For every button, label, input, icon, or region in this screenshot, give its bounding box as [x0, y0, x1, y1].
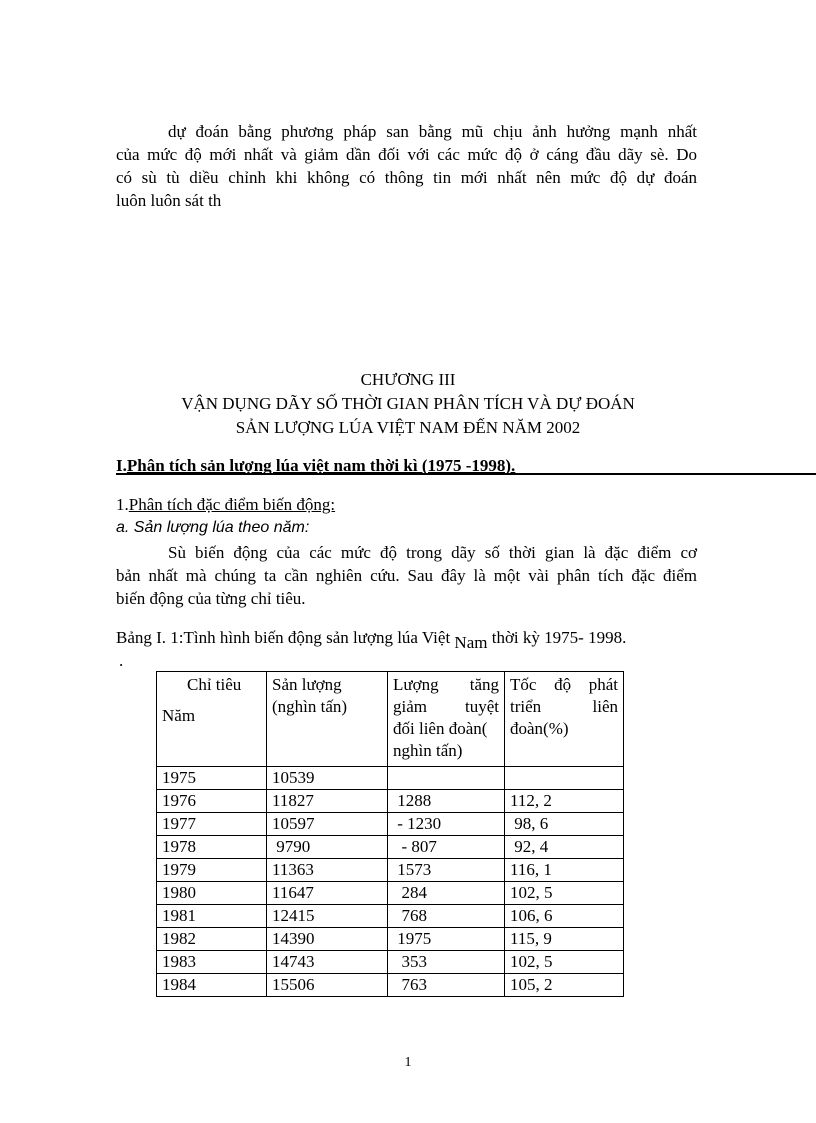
output-cell: 11827	[267, 790, 388, 813]
output-cell: 10597	[267, 813, 388, 836]
page-number: 1	[404, 1055, 412, 1070]
production-table	[156, 671, 624, 997]
header-text: (nghìn tấn)	[272, 697, 348, 716]
year-cell: 1982	[157, 928, 267, 951]
table-row	[157, 951, 624, 974]
growth-cell: 92, 4	[505, 836, 624, 859]
growth-cell: 102, 5	[505, 882, 624, 905]
table-row	[157, 905, 624, 928]
header-text: Lượng tăng	[393, 675, 499, 694]
subsubsection-heading: a. Sản lượng lúa theo năm:	[116, 519, 310, 536]
year-cell: 1978	[157, 836, 267, 859]
chapter-number: CHƯƠNG III	[360, 370, 456, 389]
table-row	[157, 767, 624, 790]
section-divider	[116, 473, 816, 475]
subsection-prefix: 1.	[116, 495, 129, 514]
header-text: giảm tuyệt	[393, 697, 499, 716]
year-cell: 1984	[157, 974, 267, 997]
header-text: nghìn tấn)	[393, 741, 463, 760]
growth-cell	[505, 767, 624, 790]
growth-cell: 115, 9	[505, 928, 624, 951]
table-row	[157, 836, 624, 859]
change-cell: - 807	[388, 836, 505, 859]
growth-cell: 106, 6	[505, 905, 624, 928]
section-title: Phân tích sản lượng lúa việt nam thời kì (1975 -1998).	[126, 456, 516, 475]
table-header-row	[157, 672, 624, 767]
year-cell: 1983	[157, 951, 267, 974]
growth-cell: 105, 2	[505, 974, 624, 997]
header-text: Tốc độ phát	[510, 675, 618, 694]
table-row	[157, 882, 624, 905]
year-cell: 1976	[157, 790, 267, 813]
caption-part: Bảng I. 1:Tình hình biến động sản lượng lúa Việt	[116, 628, 455, 647]
output-cell: 11647	[267, 882, 388, 905]
header-text: triển liên	[510, 697, 618, 716]
table-row	[157, 974, 624, 997]
change-cell: 768	[388, 905, 505, 928]
header-text: đối liên đoàn(	[393, 719, 488, 738]
subsection-heading	[116, 494, 335, 516]
growth-cell: 102, 5	[505, 951, 624, 974]
caption-part: thời kỳ 1975- 1998.	[487, 628, 627, 647]
change-cell: 353	[388, 951, 505, 974]
output-cell: 11363	[267, 859, 388, 882]
output-cell: 14390	[267, 928, 388, 951]
chapter-title-line2: SẢN LƯỢNG LÚA VIỆT NAM ĐẾN NĂM 2002	[235, 418, 581, 437]
change-cell: 1975	[388, 928, 505, 951]
body-line: Sù biến động của các mức độ trong dãy số thời gian là đặc điểm cơ	[168, 543, 697, 562]
growth-cell: 116, 1	[505, 859, 624, 882]
table-row	[157, 813, 624, 836]
growth-cell: 98, 6	[505, 813, 624, 836]
subsection-title: Phân tích đặc điểm biến động:	[128, 495, 336, 514]
year-cell: 1981	[157, 905, 267, 928]
year-cell: 1977	[157, 813, 267, 836]
intro-line: dự đoán bằng phương pháp san bằng mũ chịu ảnh hưởng mạnh nhất	[168, 122, 697, 141]
header-cell-indicator	[157, 672, 267, 767]
intro-line: của mức độ mới nhất và giảm dần đối với các mức độ ở cáng đầu dãy sè. Do	[116, 145, 697, 164]
section-prefix: I.	[116, 456, 127, 475]
table-row	[157, 790, 624, 813]
stray-dot: .	[119, 651, 124, 670]
year-cell: 1980	[157, 882, 267, 905]
change-cell: 284	[388, 882, 505, 905]
change-cell: - 1230	[388, 813, 505, 836]
intro-paragraph	[116, 120, 697, 212]
body-line: biến động của từng chỉ tiêu.	[116, 589, 306, 608]
change-cell	[388, 767, 505, 790]
change-cell: 763	[388, 974, 505, 997]
output-cell: 14743	[267, 951, 388, 974]
output-cell: 15506	[267, 974, 388, 997]
year-cell: 1975	[157, 767, 267, 790]
header-text: Chỉ tiêu	[187, 675, 242, 694]
header-text: đoàn(%)	[510, 719, 569, 738]
caption-part: Nam	[454, 633, 488, 652]
intro-line: có sù tù diều chỉnh khi không có thông tin mới nhất nên mức độ dự đoán	[116, 168, 697, 187]
table-row	[157, 859, 624, 882]
growth-cell: 112, 2	[505, 790, 624, 813]
table-caption	[116, 626, 626, 650]
change-cell: 1288	[388, 790, 505, 813]
output-cell: 9790	[267, 836, 388, 859]
year-cell: 1979	[157, 859, 267, 882]
header-cell-change	[388, 672, 505, 767]
header-cell-growth	[505, 672, 624, 767]
body-paragraph	[116, 541, 697, 610]
header-cell-output	[267, 672, 388, 767]
header-text: Sản lượng	[272, 675, 342, 694]
header-text: Năm	[162, 706, 196, 725]
output-cell: 10539	[267, 767, 388, 790]
table-row	[157, 928, 624, 951]
intro-line: luôn luôn sát th	[116, 191, 222, 210]
change-cell: 1573	[388, 859, 505, 882]
output-cell: 12415	[267, 905, 388, 928]
chapter-title-line1: VẬN DỤNG DÃY SỐ THỜI GIAN PHÂN TÍCH VÀ DỰ ĐOÁN	[181, 394, 635, 413]
body-line: bản nhất mà chúng ta cần nghiên cứu. Sau đây là một vài phân tích đặc điểm	[116, 566, 697, 585]
